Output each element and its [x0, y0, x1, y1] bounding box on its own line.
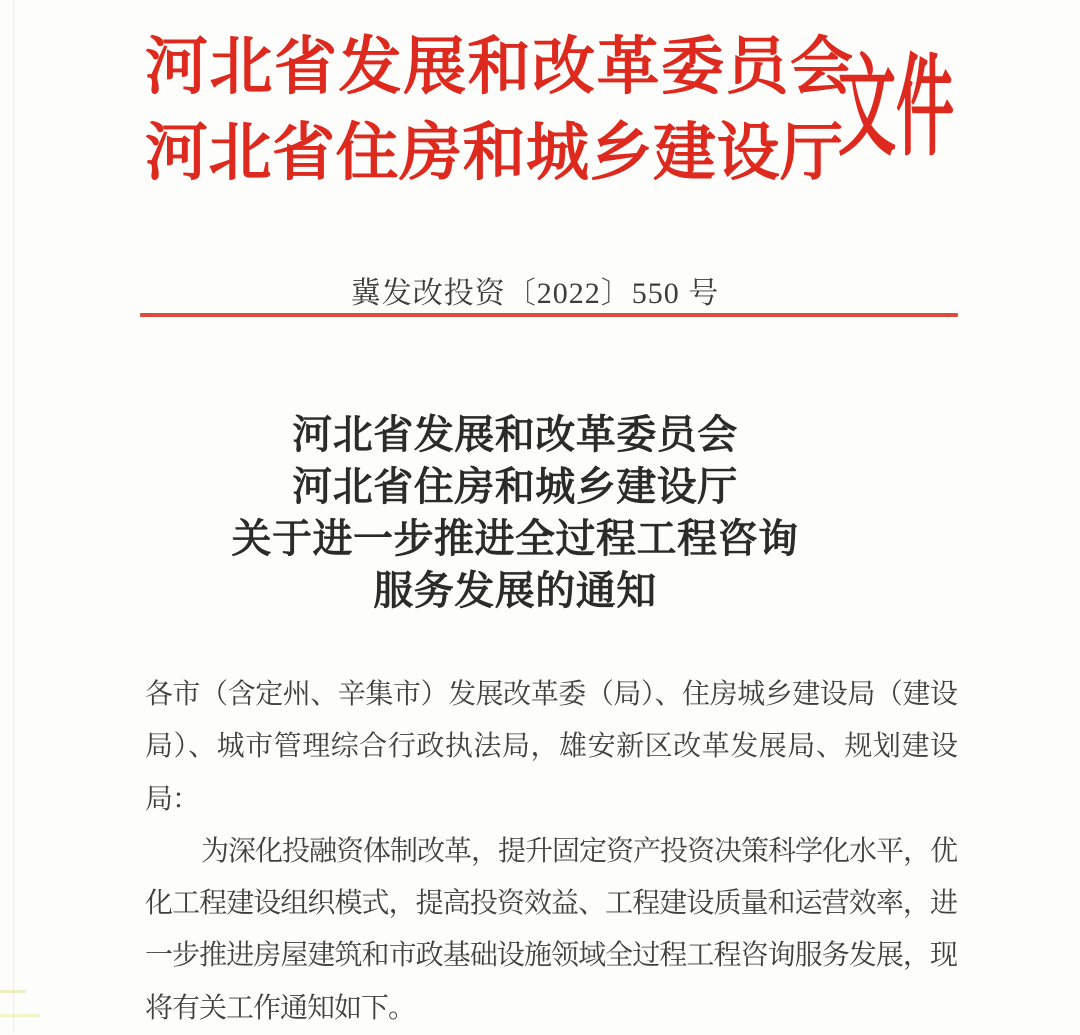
document-title-line-1: 河北省发展和改革委员会	[292, 412, 738, 457]
reference-number: 冀发改投资〔2022〕550 号	[350, 277, 720, 310]
document-body	[145, 669, 957, 1035]
document-title-line-4: 服务发展的通知	[373, 568, 657, 613]
body-paragraph: 为深化投融资体制改革，提升固定资产投资决策科学化水平，优化工程建设组织模式，提高投资效益、工程建设质量和运营效率，进一步推进房屋建筑和市政基础设施领域全过程工程咨询服务发展，现将有关工作通知如下。	[145, 835, 958, 1024]
document-title	[0, 409, 1030, 617]
addressee-paragraph: 各市（含定州、辛集市）发展改革委（局）、住房城乡建设局（建设局）、城市管理综合行政执法局，雄安新区改革发展局、规划建设局：	[145, 679, 957, 815]
letterhead-org-line-2: 河北省住房和城乡建设厅	[145, 118, 844, 188]
doc-type-label	[838, 46, 955, 170]
scan-artifact-mark	[0, 990, 26, 993]
doc-type-label-text: 文件	[838, 46, 955, 170]
document-title-line-3: 关于进一步推进全过程工程咨询	[231, 516, 799, 561]
letterhead-org-line-1: 河北省发展和改革委员会	[145, 32, 855, 102]
red-divider-rule	[140, 313, 958, 317]
document-title-line-2: 河北省住房和城乡建设厅	[292, 464, 738, 509]
scan-artifact-mark	[0, 1014, 40, 1017]
